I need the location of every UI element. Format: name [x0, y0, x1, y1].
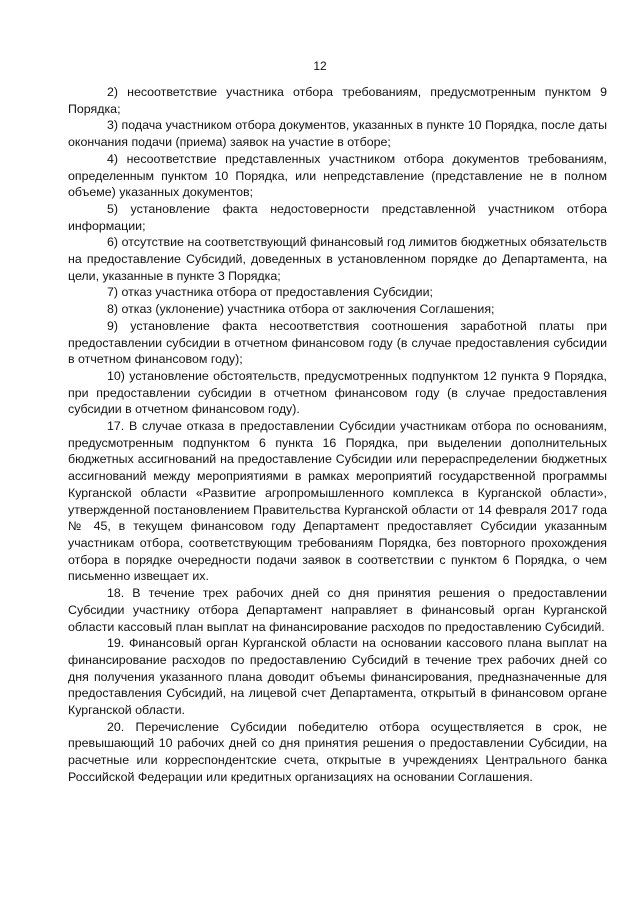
paragraph-item-3: 3) подача участником отбора документов, указанных в пункте 10 Порядка, после даты окончания подачи (приема) заявок на участие в отборе; [68, 118, 607, 150]
page-number: 12 [313, 59, 327, 73]
paragraph-section-18: 18. В течение трех рабочих дней со дня принятия решения о предоставлении Субсидии участнику отбора Департамент направляет в финансовый орган Курганской области кассовый план выплат на финансирование расходов по предоставлению Субсидий. [68, 586, 607, 634]
paragraph-item-9: 9) установление факта несоответствия соотношения заработной платы при предоставлении субсидии в отчетном финансовом году (в случае предоставления субсидии в отчетном финансовом году); [68, 318, 607, 367]
paragraph-item-8: 8) отказ (уклонение) участника отбора от заключения Соглашения; [107, 302, 495, 317]
paragraph-section-17: 17. В случае отказа в предоставлении Субсидии участникам отбора по основаниям, предусмотренным подпунктом 6 пункта 16 Порядка, при выделении дополнительных бюджетных ассигнований на предоставление Субсидии или перераспределении бюджетных ассигнований между мероприятиями в рамках мероприятий государственной программы Курганской области «Развитие агропромышленного комплекса в Курганской области», утвержденной постановлением Правительства Курганской области от 14 февраля 2017 года № 45, в текущем финансовом году Департамент предоставляет Субсидии указанным участникам отбора, соответствующим требованиям Порядка, без повторного прохождения отбора в порядке очередности подачи заявок в соответствии с пунктом 6 Порядка, о чем письменно извещает их. [68, 419, 607, 584]
document-body [68, 84, 607, 786]
paragraph-section-19: 19. Финансовый орган Курганской области на основании кассового плана выплат на финансирование расходов по предоставлению Субсидий в течение трех рабочих дней со дня получения указанного плана доводит объемы финансирования, предназначенные для предоставления Субсидий, на лицевой счет Департамента, открытый в финансовом органе Курганской области. [68, 636, 607, 718]
paragraph-item-2: 2) несоответствие участника отбора требованиям, предусмотренным пунктом 9 Порядка; [68, 85, 607, 116]
paragraph-section-20: 20. Перечисление Субсидии победителю отбора осуществляется в срок, не превышающий 10 рабочих дней со дня принятия решения о предоставлении Субсидии, на расчетные или корреспондентские счета, открытые в учреждениях Центрального банка Российской Федерации или кредитных организациях на основании Соглашения. [68, 719, 607, 784]
paragraph-item-6: 6) отсутствие на соответствующий финансовый год лимитов бюджетных обязательств на предоставление Субсидий, доведенных в установленном порядке до Департамента, на цели, указанные в пункте 3 Порядка; [68, 235, 607, 283]
paragraph-item-5: 5) установление факта недостоверности представленной участником отбора информации; [68, 201, 607, 233]
paragraph-item-7: 7) отказ участника отбора от предоставления Субсидии; [107, 285, 433, 300]
paragraph-item-10: 10) установление обстоятельств, предусмотренных подпунктом 12 пункта 9 Порядка, при предоставлении субсидии в отчетном финансовом году (в случае предоставления субсидии в отчетном финансовом году). [68, 368, 607, 417]
paragraph-item-4: 4) несоответствие представленных участником отбора документов требованиям, определенным пунктом 10 Порядка, или непредставление (представление не в полном объеме) указанных документов; [68, 151, 607, 200]
